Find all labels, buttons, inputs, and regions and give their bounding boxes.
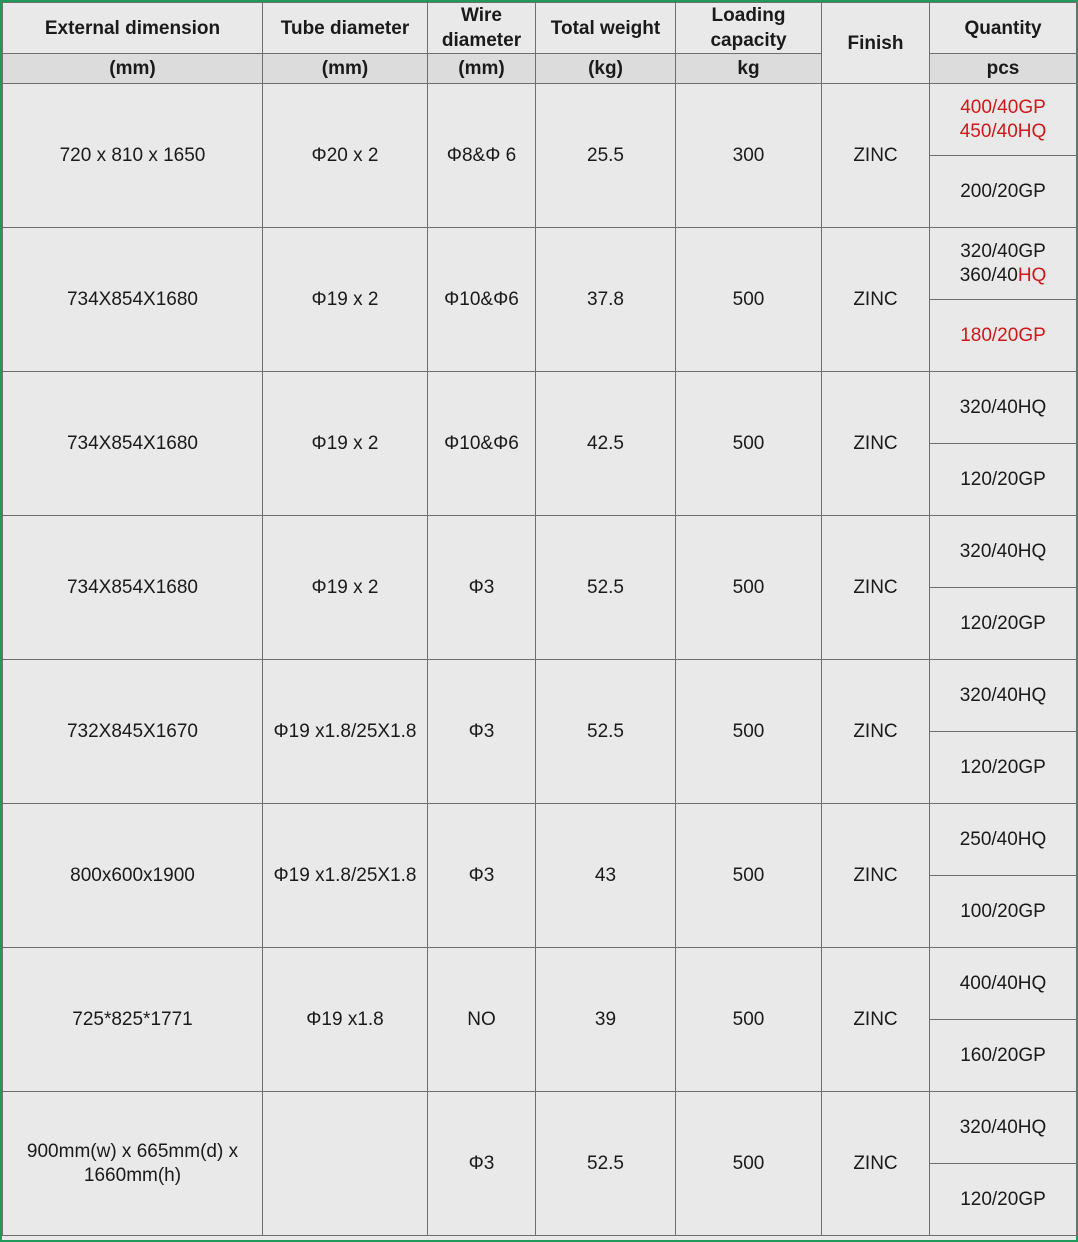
cell-wire: Φ3 xyxy=(428,516,536,660)
cell-dimension: 800x600x1900 xyxy=(3,804,263,948)
cell-weight: 42.5 xyxy=(536,372,676,516)
cell-qty-top: 320/40HQ xyxy=(930,516,1077,588)
qty-line: 450/40HQ xyxy=(959,120,1047,142)
cell-finish: ZINC xyxy=(822,516,930,660)
cell-dimension: 725*825*1771 xyxy=(3,948,263,1092)
cell-qty-bottom: 120/20GP xyxy=(930,732,1077,804)
cell-finish: ZINC xyxy=(822,804,930,948)
table-row xyxy=(3,516,1077,588)
cell-qty-bottom: 160/20GP xyxy=(930,1020,1077,1092)
cell-qty-bottom: 120/20GP xyxy=(930,588,1077,660)
table-row xyxy=(3,84,1077,156)
cell-tube: Φ19 x 2 xyxy=(263,372,428,516)
cell-qty-bottom: 100/20GP xyxy=(930,876,1077,948)
col-header-finish: Finish xyxy=(822,3,930,84)
cell-capacity: 500 xyxy=(676,516,822,660)
cell-capacity: 500 xyxy=(676,1092,822,1236)
cell-qty-top: 400/40HQ xyxy=(930,948,1077,1020)
cell-tube: Φ19 x1.8/25X1.8 xyxy=(263,660,428,804)
qty-line: 320/40GP xyxy=(960,240,1046,262)
unit-external-dimension: (mm) xyxy=(3,54,263,84)
cell-dimension: 734X854X1680 xyxy=(3,372,263,516)
col-header-loading-capacity: Loading capacity xyxy=(676,3,822,54)
cell-finish: ZINC xyxy=(822,84,930,228)
cell-weight: 52.5 xyxy=(536,660,676,804)
qty-line xyxy=(930,264,1076,288)
unit-loading-capacity: kg xyxy=(676,54,822,84)
cell-tube: Φ20 x 2 xyxy=(263,84,428,228)
col-header-external-dimension: External dimension xyxy=(3,3,263,54)
cell-weight: 52.5 xyxy=(536,1092,676,1236)
cell-weight: 52.5 xyxy=(536,516,676,660)
cell-qty-bottom: 120/20GP xyxy=(930,444,1077,516)
cell-qty-top: 320/40HQ xyxy=(930,1092,1077,1164)
cell-weight: 37.8 xyxy=(536,228,676,372)
spec-table xyxy=(2,2,1077,1236)
cell-wire: Φ3 xyxy=(428,804,536,948)
cell-finish: ZINC xyxy=(822,660,930,804)
unit-wire-diameter: (mm) xyxy=(428,54,536,84)
cell-tube: Φ19 x 2 xyxy=(263,228,428,372)
table-row xyxy=(3,1092,1077,1164)
cell-wire: Φ10&Φ6 xyxy=(428,372,536,516)
cell-qty-bottom: 120/20GP xyxy=(930,1164,1077,1236)
cell-qty-top: 320/40HQ xyxy=(930,372,1077,444)
cell-qty-bottom: 200/20GP xyxy=(930,156,1077,228)
cell-wire: Φ3 xyxy=(428,1092,536,1236)
table-row xyxy=(3,948,1077,1020)
cell-tube: Φ19 x1.8 xyxy=(263,948,428,1092)
cell-finish: ZINC xyxy=(822,948,930,1092)
qty-suffix: HQ xyxy=(1017,264,1047,286)
cell-finish: ZINC xyxy=(822,1092,930,1236)
cell-dimension: 732X845X1670 xyxy=(3,660,263,804)
cell-weight: 25.5 xyxy=(536,84,676,228)
dimension-line: 1660mm(h) xyxy=(83,1164,182,1186)
qty-line: 400/40GP xyxy=(960,96,1046,118)
cell-qty-top: 250/40HQ xyxy=(930,804,1077,876)
table-row xyxy=(3,804,1077,876)
table-row xyxy=(3,372,1077,444)
cell-finish: ZINC xyxy=(822,372,930,516)
table-row xyxy=(3,660,1077,732)
cell-dimension: 734X854X1680 xyxy=(3,228,263,372)
cell-capacity: 500 xyxy=(676,948,822,1092)
col-header-quantity: Quantity xyxy=(930,3,1077,54)
cell-dimension xyxy=(3,1092,263,1236)
cell-capacity: 500 xyxy=(676,372,822,516)
col-header-tube-diameter: Tube diameter xyxy=(263,3,428,54)
cell-finish: ZINC xyxy=(822,228,930,372)
cell-qty-bottom: 180/20GP xyxy=(930,300,1077,372)
cell-tube xyxy=(263,1092,428,1236)
cell-dimension: 720 x 810 x 1650 xyxy=(3,84,263,228)
cell-wire: NO xyxy=(428,948,536,1092)
cell-dimension: 734X854X1680 xyxy=(3,516,263,660)
unit-tube-diameter: (mm) xyxy=(263,54,428,84)
qty-prefix: 360/40 xyxy=(959,264,1018,286)
cell-weight: 39 xyxy=(536,948,676,1092)
col-header-total-weight: Total weight xyxy=(536,3,676,54)
unit-total-weight: (kg) xyxy=(536,54,676,84)
cell-capacity: 300 xyxy=(676,84,822,228)
cell-qty-top xyxy=(930,228,1077,300)
cell-capacity: 500 xyxy=(676,804,822,948)
cell-qty-top xyxy=(930,84,1077,156)
cell-tube: Φ19 x1.8/25X1.8 xyxy=(263,804,428,948)
cell-wire: Φ10&Φ6 xyxy=(428,228,536,372)
cell-wire: Φ8&Φ 6 xyxy=(428,84,536,228)
cell-wire: Φ3 xyxy=(428,660,536,804)
unit-quantity: pcs xyxy=(930,54,1077,84)
cell-capacity: 500 xyxy=(676,660,822,804)
cell-capacity: 500 xyxy=(676,228,822,372)
cell-qty-top: 320/40HQ xyxy=(930,660,1077,732)
dimension-line: 900mm(w) x 665mm(d) x xyxy=(26,1140,239,1162)
cell-weight: 43 xyxy=(536,804,676,948)
cell-tube: Φ19 x 2 xyxy=(263,516,428,660)
col-header-wire-diameter: Wire diameter xyxy=(428,3,536,54)
table-row xyxy=(3,228,1077,300)
